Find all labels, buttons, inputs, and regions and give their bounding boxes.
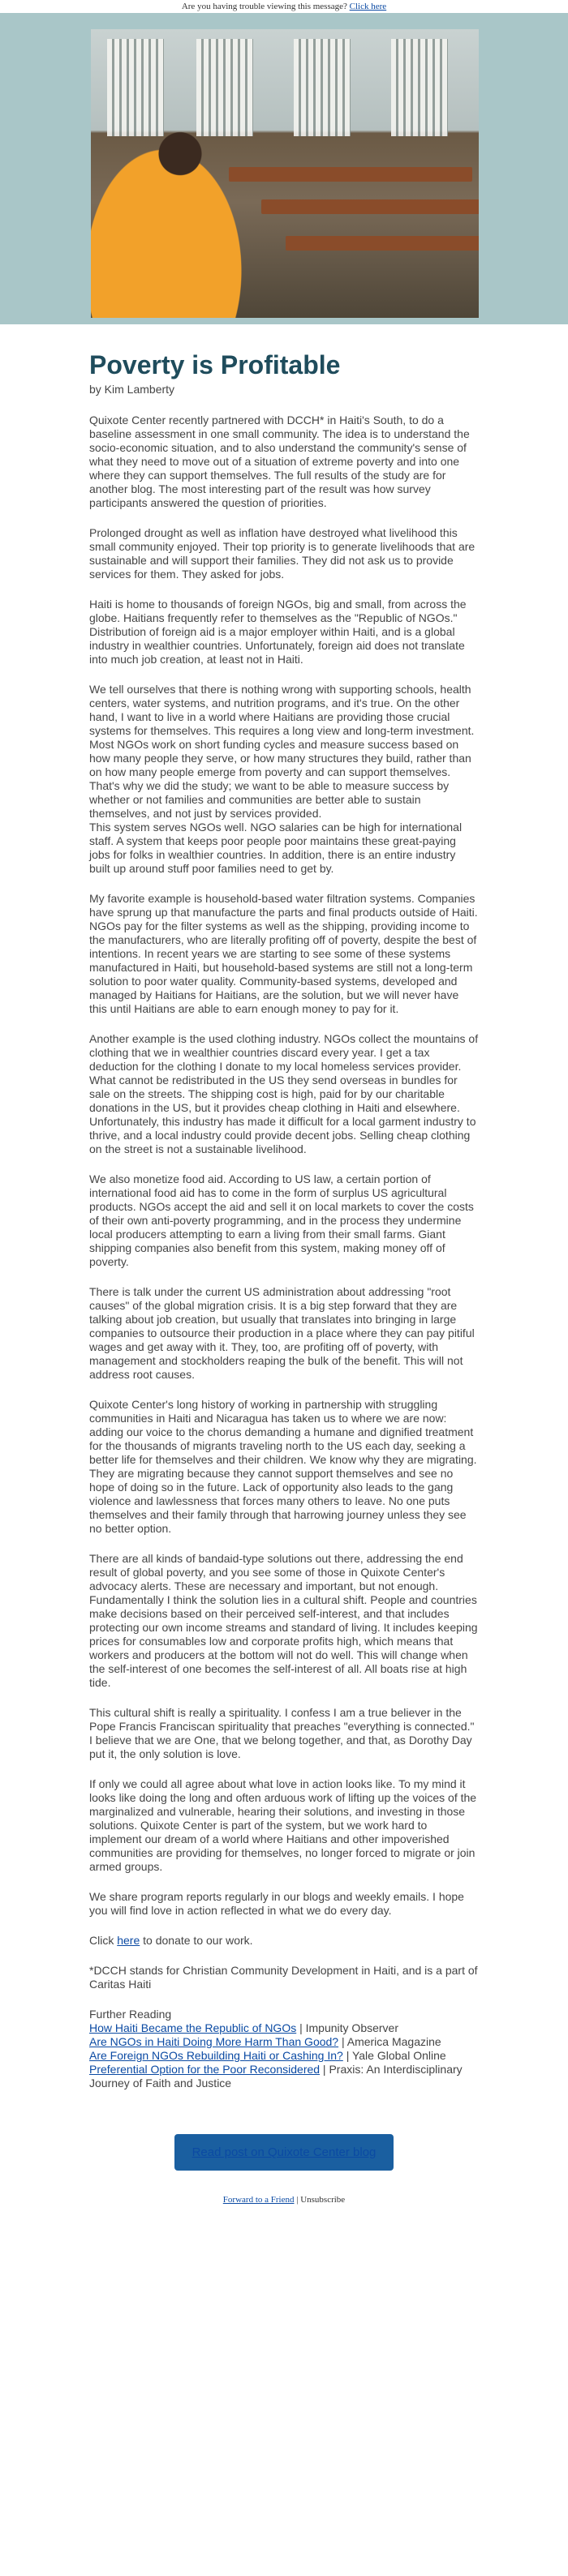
article-paragraph: Another example is the used clothing industry. NGOs collect the mountains of clothing that we in wealthier countries discard every year. I get a tax deduction for the clothing I donate to my local homeless services provider. What cannot be redistributed in the US they send overseas in bundles for sale on the streets. The shipping cost is high, paid for by our charitable donations in the US, but it provides cheap clothing in Haiti and elsewhere. Unfortunately, this industry has made it difficult for a local garment industry to thrive, and a local industry could provide decent jobs. Selling cheap clothing on the street is not a sustainable livelihood. xyxy=(89,1032,479,1155)
further-reading xyxy=(89,2008,479,2090)
further-reading-link[interactable]: How Haiti Became the Republic of NGOs xyxy=(89,2021,297,2034)
article-title: Poverty is Profitable xyxy=(89,350,341,379)
article-body xyxy=(89,324,479,2205)
article-paragraph: Haiti is home to thousands of foreign NGOs, big and small, from across the globe. Haitians frequently refer to themselves as the "Republic of NGOs." Distribution of foreign aid is a major employer within Haiti, and is a global industry in wealthier countries. Unfortunately, foreign aid does not translate into much job creation, at least not in Haiti. xyxy=(89,598,467,666)
article-paragraph: Quixote Center's long history of working in partnership with struggling communities in Haiti and Nicaragua has taken us to where we are now: adding our voice to the chorus demanding a humane and dignified treatment for the thousands of migrants traveling north to the US each day, seeking a better life for themselves and their children. We know why they are migrating. They are migrating because they cannot support themselves and see no hope of doing so in the future. Lack of opportunity also leads to the gang violence and lawlessness that forces many others to leave. No one puts themselves and their family through that harrowing journey unless they see no better option. xyxy=(89,1398,477,1535)
unsubscribe-link[interactable]: Unsubscribe xyxy=(300,2195,346,2205)
article-paragraph: We also monetize food aid. According to US law, a certain portion of international food aid has to come in the form of surplus US agricultural products. NGOs accept the aid and sell it on local markets to cover the costs of their own anti-poverty programming, and in the process they undermine local producers attempting to earn a living from their small farms. Giant shipping companies also benefit from this system, making money off of poverty. xyxy=(89,1172,474,1268)
footnote: *DCCH stands for Christian Community Development in Haiti, and is a part of Caritas Haiti xyxy=(89,1964,478,1991)
further-reading-link[interactable]: Are Foreign NGOs Rebuilding Haiti or Cashing In? xyxy=(89,2049,343,2062)
trouble-viewing-text: Are you having trouble viewing this message? xyxy=(181,2,347,11)
article-paragraph: My favorite example is household-based water filtration systems. Companies have sprung up that manufacture the parts and final products outside of Haiti. NGOs pay for the filter systems as well as the shipping, providing income to the manufacturers, who are literally profiting off of poverty, despite the best of intentions. In recent years we are starting to see some of these systems manufactured in Haiti, but household-based systems are still not a long-term solution to poor water quality. Community-based systems, developed and managed by Haitians for Haitians, are the solution, but we will never have this until Haitians are able to earn enough money to pay for it. xyxy=(89,892,478,1015)
hero-banner xyxy=(0,13,568,324)
classroom-photo xyxy=(91,29,479,318)
donate-paragraph: Click here to donate to our work. xyxy=(89,1934,253,1947)
article-paragraph: Prolonged drought as well as inflation have destroyed what livelihood this small community enjoyed. Their top priority is to generate livelihoods that are sustainable and will support their families. They did not ask us to provide services for them. They asked for jobs. xyxy=(89,526,475,581)
further-reading-item: Are NGOs in Haiti Doing More Harm Than Good? | America Magazine xyxy=(89,2035,441,2048)
further-reading-item: Are Foreign NGOs Rebuilding Haiti or Cashing In? | Yale Global Online xyxy=(89,2049,446,2062)
further-reading-item: How Haiti Became the Republic of NGOs | Impunity Observer xyxy=(89,2021,399,2034)
email-footer: Forward to a Friend | Unsubscribe xyxy=(222,2195,346,2205)
article-paragraph: There are all kinds of bandaid-type solutions out there, addressing the end result of global poverty, and you see some of those in Quixote Center's advocacy alerts. These are necessary and important, but not enough. Fundamentally I think the solution lies in a cultural shift. People and countries make decisions based on their perceived self-interest, and that includes protecting our own income streams and standard of living. It includes keeping prices for consumables low and corporate profits high, which means that workers and producers at the bottom will not do well. This will change when the self-interest of one becomes the self-interest of all. All boats rise at high tide. xyxy=(89,1552,478,1689)
article-paragraph: We share program reports regularly in our blogs and weekly emails. I hope you will find love in action reflected in what we do every day. xyxy=(89,1890,464,1917)
forward-to-friend-link[interactable]: Forward to a Friend xyxy=(222,2195,295,2205)
article-paragraph: If only we could all agree about what love in action looks like. To my mind it looks like doing the long and often arduous work of lifting up the voices of the marginalized and vulnerable, hearing their solutions, and investing in those solutions. Quixote Center is part of the system, but we work hard to implement our dream of a world where Haitians and other impoverished communities are providing for themselves, no longer forced to migrate or join armed groups. xyxy=(89,1777,477,1873)
donate-link[interactable]: here xyxy=(117,1934,140,1947)
further-reading-item: Preferential Option for the Poor Reconsidered | Praxis: An Interdisciplinary Journey of Faith and Justice xyxy=(89,2063,463,2090)
article-paragraph: We tell ourselves that there is nothing wrong with supporting schools, health centers, water systems, and nutrition programs, and it's true. On the other hand, I want to live in a world where Haitians are providing those crucial systems for themselves. This requires a long view and long-term investment. Most NGOs work on short funding cycles and measure success based on how many people they serve, or how many structures they build, rather than on how many people emerge from poverty and can support themselves. That's why we did the study; we want to be able to measure success by whether or not families and communities are better able to sustain themselves, and not just by services provided. This system serves NGOs well. NGO salaries can be high for international staff. A system that keeps poor people poor maintains these great-paying jobs for folks in wealthier countries. In addition, there is an entire industry built up around stuff poor families need to get by. xyxy=(89,683,475,875)
article-paragraph: This cultural shift is really a spirituality. I confess I am a true believer in the Pope Francis Franciscan spirituality that preaches "everything is connected." I believe that we are One, that we belong together, and that, as Dorothy Day put it, the only solution is love. xyxy=(89,1706,475,1760)
article-byline: by Kim Lamberty xyxy=(89,383,175,396)
trouble-viewing-bar xyxy=(0,0,568,13)
read-on-blog-button[interactable]: Read post on Quixote Center blog xyxy=(174,2134,394,2171)
further-reading-link[interactable]: Are NGOs in Haiti Doing More Harm Than Good? xyxy=(89,2035,339,2048)
further-reading-link[interactable]: Preferential Option for the Poor Reconsidered xyxy=(89,2063,321,2076)
further-reading-title: Further Reading xyxy=(89,2008,172,2021)
click-here-link[interactable]: Click here xyxy=(349,2,387,11)
article-paragraph: Quixote Center recently partnered with DCCH* in Haiti's South, to do a baseline assessment in one small community. The idea is to understand the socio-economic situation, and to also understand the community's sense of what they need to move out of a situation of extreme poverty and into one where they can support themselves. The full results of the study are for another blog. The most interesting part of the result was how survey participants answered the question of priorities. xyxy=(89,414,470,509)
article-paragraphs xyxy=(89,414,479,1918)
article-paragraph: There is talk under the current US administration about addressing "root causes" of the global migration crisis. It is a big step forward that they are talking about job creation, but usually that translates into bringing in large companies to outsource their production in a place where they can pay pitiful wages and get away with it. They, too, are profiting off of poverty, with management and stockholders reaping the bulk of the benefit. This will not address root causes. xyxy=(89,1285,475,1381)
